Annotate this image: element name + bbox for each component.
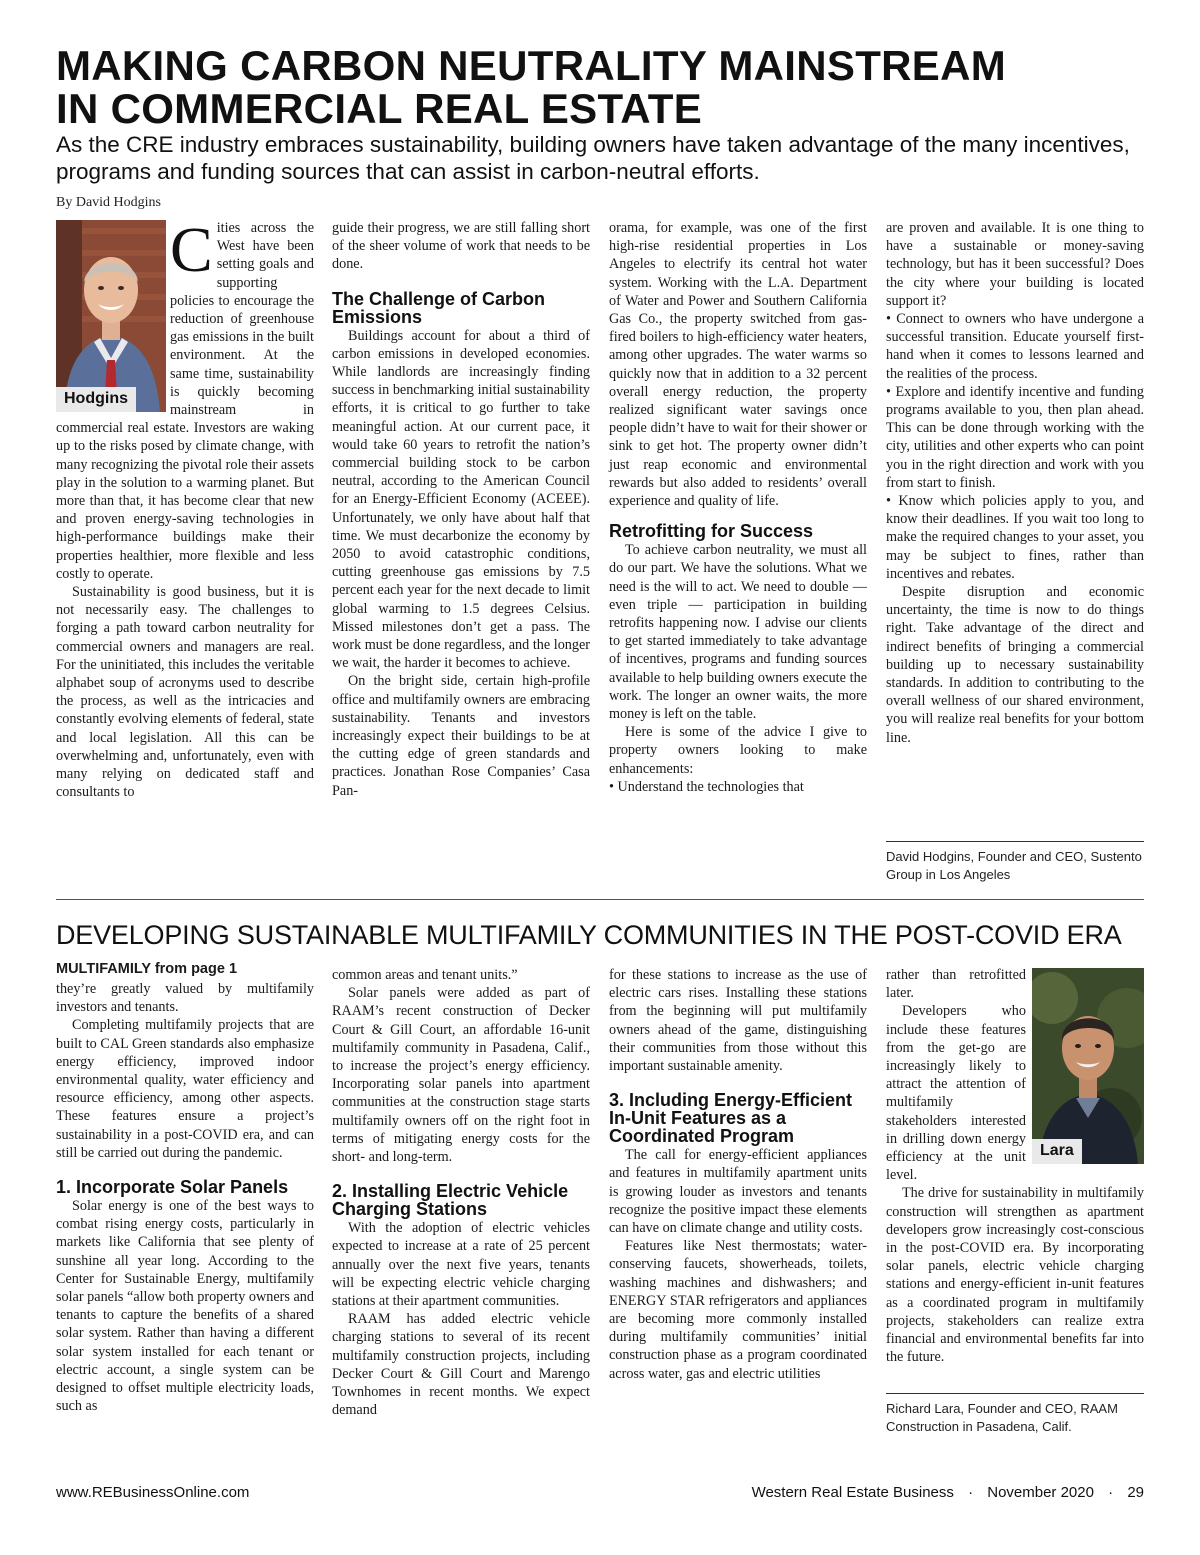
footer-publication: Western Real Estate Business: [751, 1484, 954, 1501]
jump-kicker: MULTIFAMILY from page 1: [56, 961, 238, 977]
subhead-solar-panels: 1. Incorporate Solar Panels: [56, 1177, 289, 1198]
subhead-ev-charging: 2. Installing Electric Vehicle Charging Stations: [332, 1181, 569, 1220]
article1-col3-p4: • Understand the technologies that: [609, 778, 804, 795]
signature-rule-2: [886, 1393, 1144, 1394]
subhead-in-unit-features: 3. Including Energy-Efficient In-Unit Features as a Coordinated Program: [609, 1090, 853, 1147]
article2-col4-p1: rather than retrofitted later.: [886, 967, 1026, 1002]
drop-cap: C: [170, 214, 213, 285]
article1-column-1: [56, 214, 314, 802]
article2-col2-p3: With the adoption of electric vehicles expected to increase at a rate of 25 percent annually over the next five years, tenants will be expecting electric vehicle charging stations at their apartment communities.: [332, 1220, 590, 1310]
article2-col4-p3: The drive for sustainability in multifamily construction will strengthen as apartment developers grow increasingly cost-conscious in the post-COVID era. By incorporating solar panels, electric vehicle charging stations and energy-efficient in-unit features as a coordinated program in multifamily projects, stakeholders can realize extra financial and environmental benefits far into the future.: [886, 1185, 1144, 1366]
article1-col4-p4: • Know which policies apply to you, and know their deadlines. If you wait too long to make the required changes to your asset, you may be subject to fines, rather than incentives and rebates.: [886, 493, 1144, 582]
article1-col4-p2: • Connect to owners who have undergone a successful transition. Educate yourself first-hand when it comes to lessons learned and the realities of the process.: [886, 311, 1144, 382]
article1-col2-p1: guide their progress, we are still falling short of the sheer volume of work that needs to be done.: [332, 220, 590, 273]
article1-col3-p1: orama, for example, was one of the first high-rise residential properties in Los Angeles to electrify its central hot water system. Working with the L.A. Department of Water and Power and Southern California Gas Co., the property switched from gas-fired boilers to high-efficiency water heaters, among other upgrades. The water warms so quickly now that in addition to a 32 percent overall energy reduction, the property realized significant water savings once people didn’t have to wait for their shower or sink to get hot. The property owner didn’t just reap economic and environmental rewards but also added to residents’ overall experience and quality of life.: [609, 220, 867, 510]
footer-publication-info: [752, 1484, 1144, 1501]
footer-separator: ·: [968, 1484, 974, 1501]
subhead-retrofitting-for-success: Retrofitting for Success: [609, 521, 814, 542]
signature-rule-1: [886, 841, 1144, 842]
article2-col2-p2: Solar panels were added as part of RAAM’s recent construction of Decker Court & Gill Court, an affordable 16-unit multifamily community in Pasadena, Calif., to increase the project’s energy efficiency. Incorporating solar panels into apartment communities at the construction stage starts multifamily owners off on the right foot in terms of mitigating energy costs for the short- and long-term.: [332, 985, 590, 1166]
article1-column-4: [886, 219, 1144, 747]
article2-col2-p4: RAAM has added electric vehicle charging stations to several of its recent multifamily construction projects, including Decker Court & Gill Court and Marengo Townhomes in recent months. We expect demand: [332, 1311, 590, 1419]
article1-col2-p3: On the bright side, certain high-profile office and multifamily owners are embracing sustainability. Tenants and investors increasingly expect their buildings to be at the cutting edge of green standards and practices. Jonathan Rose Companies’ Casa Pan-: [332, 673, 590, 799]
article2-col3-p1: for these stations to increase as the use of electric cars rises. Installing these stations from the beginning will put multifamily owners ahead of the game, distinguishing their communities from those without this important sustainable amenity.: [609, 967, 867, 1075]
article2-col1-p3: Solar energy is one of the best ways to combat rising energy costs, particularly in markets like California that see plenty of sunshine all year long. According to the Center for Sustainable Energy, multifamily solar panels “allow both property owners and tenants to capture the benefits of a shared solar system. Rather than having a different solar system installed for each tenant or electric account, a single system can be designed to offset multiple electricity loads, such as: [56, 1198, 314, 1415]
article2-col4-p2: Developers who include these features from the get-go are increasingly likely to attract the attention of multifamily stakeholders interested in drilling down energy efficiency at the unit level.: [886, 1003, 1026, 1184]
footer-issue: November 2020: [987, 1484, 1094, 1501]
page-number: 29: [1127, 1484, 1144, 1501]
article2-col1-p1: they’re greatly valued by multifamily investors and tenants.: [56, 981, 314, 1016]
article2-col3-p3: Features like Nest thermostats; water-conserving faucets, showerheads, toilets, washing machines and dishwashers; and ENERGY STAR refrigerators and appliances are becoming more commonly installed during multifamily communities’ initial construction phase as a program coordinated across water, gas and electric utilities: [609, 1238, 867, 1382]
article1-col3-p2: To achieve carbon neutrality, we must all do our part. We have the solutions. What we need is the will to act. We need to double — even triple — participation in building retrofits happening now. I advise our clients to get started immediately to take advantage of incentives, programs and funding sources available to help building owners execute the work. The longer an owner waits, the more money is left on the table.: [609, 542, 867, 723]
author-signature-hodgins: David Hodgins, Founder and CEO, Sustento Group in Los Angeles: [886, 849, 1142, 882]
article2-col3-p2: The call for energy-efficient appliances and features in multifamily apartment units is growing louder as investors and tenants recognize the positive impact these elements can have on climate change and utility costs.: [609, 1147, 867, 1237]
article1-col4-p3: • Explore and identify incentive and funding programs available to you, then plan ahead. This can be done through working with the city, utilities and other experts who can point you in the right direction and work with you from start to finish.: [886, 383, 1144, 491]
article1-col4-p5: Despite disruption and economic uncertainty, the time is now to do things right. Take advantage of the direct and indirect benefits of bringing a commercial building up to necessary sustainability standards. In addition to contributing to the overall wellness of our shared environment, you will realize real benefits for your bottom line.: [886, 584, 1144, 746]
article1-col1-p1: Cities across the West have been setting goals and supporting policies to encourage the reduction of greenhouse gas emissions in the built environment. At the same time, sustainability is quickly becoming mainstream in commercial real estate. Investors are waking up to the risks posed by climate change, with many recognizing the pivotal role their assets play in the solution to a warming planet. But more than that, it has become clear that new and proven energy-saving technologies in high-performance buildings make their properties healthier, more flexible and less costly to operate.: [56, 214, 314, 582]
article-deck: As the CRE industry embraces sustainability, building owners have taken advantage of the many incentives, programs and funding sources that can assist in carbon-neutral efforts.: [56, 132, 1130, 184]
article2-column-3: [609, 966, 867, 1383]
article-headline: [56, 44, 1156, 130]
article2-col2-p1: common areas and tenant units.”: [332, 967, 518, 983]
article1-column-3: [609, 219, 867, 796]
article1-col4-p1: are proven and available. It is one thing to have a sustainable or money-saving technology, but has it been successful? Does the city where your building is located support it?: [886, 220, 1144, 309]
photo-caption-hodgins: Hodgins: [56, 387, 136, 412]
article2-column-1: [56, 960, 314, 1415]
article1-col3-p3: Here is some of the advice I give to property owners looking to make enhancements:: [609, 724, 867, 777]
article2-column-4: [886, 966, 1144, 1366]
byline: By David Hodgins: [56, 195, 161, 210]
subhead-challenge-carbon-emissions: The Challenge of Carbon Emissions: [332, 288, 546, 327]
footer-separator: ·: [1108, 1484, 1114, 1501]
section-divider: [56, 899, 1144, 900]
article2-column-2: [332, 966, 590, 1419]
article2-col1-p2: Completing multifamily projects that are built to CAL Green standards also emphasize energy efficiency, improved indoor environmental quality, water efficiency and resource efficiency, among other aspects. These features ensure a project’s sustainability in a post-COVID era, and can still be carried out during the pandemic.: [56, 1017, 314, 1161]
footer-website[interactable]: www.REBusinessOnline.com: [56, 1484, 250, 1501]
section-title: DEVELOPING SUSTAINABLE MULTIFAMILY COMMUNITIES IN THE POST-COVID ERA: [56, 920, 1122, 950]
article1-column-2: [332, 219, 590, 800]
author-signature-lara: Richard Lara, Founder and CEO, RAAM Construction in Pasadena, Calif.: [886, 1401, 1118, 1434]
article1-col2-p2: Buildings account for about a third of carbon emissions in developed economies. While landlords are increasingly finding success in benchmarking initial sustainability efforts, it is critical to go further to take meaningful action. At our current pace, it would take 60 years to retrofit the nation’s commercial building stock to be carbon neutral, according to the American Council for an Energy-Efficient Economy (ACEEE). Unfortunately, we only have about half that time. We must decarbonize the economy by 2050 to avoid catastrophic conditions, cutting greenhouse gas emissions by 7.5 percent each year for the next decade to limit global warming to 1.5 degrees Celsius. Missed milestones don’t get a pass. The work must be done regardless, and the longer we wait, the harder it becomes to achieve.: [332, 327, 590, 672]
photo-caption-lara: Lara: [1032, 1139, 1082, 1164]
article1-col1-p2: Sustainability is good business, but it is not necessarily easy. The challenges to forging a path toward carbon neutrality for commercial owners and managers are real. For the uninitiated, this includes the veritable alphabet soup of acronyms used to describe the process, as well as the intricacies and constantly evolving elements of federal, state and local legislation. All this can be overwhelming and, unfortunately, even with many relying on dedicated staff and consultants to: [56, 584, 314, 801]
headline-line-2: IN COMMERCIAL REAL ESTATE: [56, 85, 703, 132]
headline-line-1: MAKING CARBON NEUTRALITY MAINSTREAM: [56, 42, 1007, 89]
